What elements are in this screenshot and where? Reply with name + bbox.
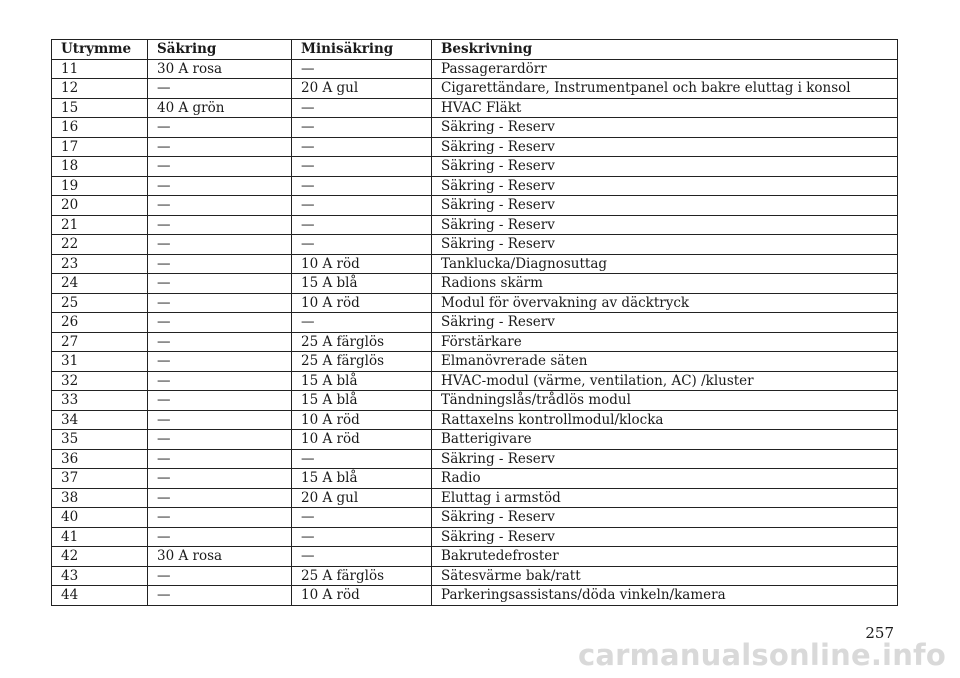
cell-cavity: 17 bbox=[52, 137, 148, 157]
table-row bbox=[52, 508, 898, 528]
cell-fuse: 40 A grön bbox=[148, 98, 292, 118]
table-row bbox=[52, 449, 898, 469]
cell-mini-fuse: — bbox=[292, 215, 432, 235]
cell-mini-fuse: — bbox=[292, 313, 432, 333]
cell-mini-fuse: 25 A färglös bbox=[292, 332, 432, 352]
cell-mini-fuse: — bbox=[292, 547, 432, 567]
cell-description: Cigarettändare, Instrumentpanel och bakre eluttag i konsol bbox=[432, 79, 898, 99]
cell-mini-fuse: — bbox=[292, 508, 432, 528]
cell-fuse: — bbox=[148, 352, 292, 372]
table-row bbox=[52, 371, 898, 391]
cell-cavity: 31 bbox=[52, 352, 148, 372]
cell-description: Säkring - Reserv bbox=[432, 176, 898, 196]
cell-mini-fuse: — bbox=[292, 449, 432, 469]
watermark-logo: carmanualsonline.info bbox=[577, 638, 946, 672]
cell-description: Säkring - Reserv bbox=[432, 137, 898, 157]
table-row bbox=[52, 98, 898, 118]
cell-mini-fuse: 15 A blå bbox=[292, 274, 432, 294]
cell-mini-fuse: — bbox=[292, 157, 432, 177]
cell-fuse: — bbox=[148, 157, 292, 177]
table-row bbox=[52, 332, 898, 352]
cell-fuse: — bbox=[148, 410, 292, 430]
cell-fuse: 30 A rosa bbox=[148, 59, 292, 79]
cell-cavity: 27 bbox=[52, 332, 148, 352]
cell-description: Säkring - Reserv bbox=[432, 313, 898, 333]
cell-description: Bakrutedefroster bbox=[432, 547, 898, 567]
header-description: Beskrivning bbox=[432, 40, 898, 60]
fuse-table-body bbox=[52, 59, 898, 605]
cell-fuse: — bbox=[148, 137, 292, 157]
cell-cavity: 42 bbox=[52, 547, 148, 567]
table-row bbox=[52, 488, 898, 508]
cell-cavity: 18 bbox=[52, 157, 148, 177]
cell-fuse: — bbox=[148, 215, 292, 235]
cell-cavity: 37 bbox=[52, 469, 148, 489]
table-row bbox=[52, 566, 898, 586]
cell-mini-fuse: 25 A färglös bbox=[292, 566, 432, 586]
cell-mini-fuse: 15 A blå bbox=[292, 371, 432, 391]
cell-fuse: — bbox=[148, 274, 292, 294]
cell-mini-fuse: 10 A röd bbox=[292, 586, 432, 606]
table-row bbox=[52, 254, 898, 274]
cell-cavity: 12 bbox=[52, 79, 148, 99]
header-row bbox=[52, 40, 898, 60]
cell-description: Förstärkare bbox=[432, 332, 898, 352]
cell-cavity: 23 bbox=[52, 254, 148, 274]
cell-description: Säkring - Reserv bbox=[432, 157, 898, 177]
cell-description: Säkring - Reserv bbox=[432, 118, 898, 138]
cell-fuse: — bbox=[148, 391, 292, 411]
cell-cavity: 15 bbox=[52, 98, 148, 118]
page-number: 257 bbox=[865, 624, 894, 642]
table-row bbox=[52, 157, 898, 177]
header-mini-fuse: Minisäkring bbox=[292, 40, 432, 60]
cell-fuse: — bbox=[148, 235, 292, 255]
header-fuse: Säkring bbox=[148, 40, 292, 60]
cell-description: Rattaxelns kontrollmodul/klocka bbox=[432, 410, 898, 430]
cell-description: Tändningslås/trådlös modul bbox=[432, 391, 898, 411]
cell-fuse: — bbox=[148, 332, 292, 352]
cell-mini-fuse: 25 A färglös bbox=[292, 352, 432, 372]
table-row bbox=[52, 137, 898, 157]
cell-description: Batterigivare bbox=[432, 430, 898, 450]
table-row bbox=[52, 410, 898, 430]
cell-description: Tanklucka/Diagnosuttag bbox=[432, 254, 898, 274]
cell-description: Säkring - Reserv bbox=[432, 449, 898, 469]
cell-description: Sätesvärme bak/ratt bbox=[432, 566, 898, 586]
cell-fuse: 30 A rosa bbox=[148, 547, 292, 567]
header-cavity: Utrymme bbox=[52, 40, 148, 60]
table-row bbox=[52, 196, 898, 216]
cell-cavity: 43 bbox=[52, 566, 148, 586]
cell-mini-fuse: — bbox=[292, 118, 432, 138]
cell-mini-fuse: — bbox=[292, 59, 432, 79]
table-row bbox=[52, 235, 898, 255]
cell-cavity: 40 bbox=[52, 508, 148, 528]
cell-mini-fuse: 10 A röd bbox=[292, 293, 432, 313]
table-row bbox=[52, 79, 898, 99]
cell-fuse: — bbox=[148, 196, 292, 216]
table-row bbox=[52, 430, 898, 450]
cell-fuse: — bbox=[148, 586, 292, 606]
cell-cavity: 11 bbox=[52, 59, 148, 79]
cell-description: Säkring - Reserv bbox=[432, 196, 898, 216]
cell-fuse: — bbox=[148, 79, 292, 99]
cell-fuse: — bbox=[148, 449, 292, 469]
cell-fuse: — bbox=[148, 118, 292, 138]
cell-mini-fuse: 15 A blå bbox=[292, 391, 432, 411]
table-row bbox=[52, 352, 898, 372]
cell-cavity: 24 bbox=[52, 274, 148, 294]
table-row bbox=[52, 118, 898, 138]
table-row bbox=[52, 586, 898, 606]
cell-description: Säkring - Reserv bbox=[432, 527, 898, 547]
cell-description: Elmanövrerade säten bbox=[432, 352, 898, 372]
cell-description: Säkring - Reserv bbox=[432, 508, 898, 528]
table-row bbox=[52, 527, 898, 547]
cell-description: Eluttag i armstöd bbox=[432, 488, 898, 508]
cell-fuse: — bbox=[148, 293, 292, 313]
cell-description: HVAC Fläkt bbox=[432, 98, 898, 118]
table-row bbox=[52, 547, 898, 567]
cell-fuse: — bbox=[148, 488, 292, 508]
cell-cavity: 19 bbox=[52, 176, 148, 196]
table-row bbox=[52, 176, 898, 196]
cell-cavity: 26 bbox=[52, 313, 148, 333]
table-row bbox=[52, 391, 898, 411]
cell-cavity: 22 bbox=[52, 235, 148, 255]
cell-cavity: 41 bbox=[52, 527, 148, 547]
cell-fuse: — bbox=[148, 430, 292, 450]
cell-cavity: 38 bbox=[52, 488, 148, 508]
cell-description: Säkring - Reserv bbox=[432, 215, 898, 235]
cell-mini-fuse: 10 A röd bbox=[292, 254, 432, 274]
cell-cavity: 44 bbox=[52, 586, 148, 606]
cell-fuse: — bbox=[148, 371, 292, 391]
cell-mini-fuse: — bbox=[292, 235, 432, 255]
cell-mini-fuse: 15 A blå bbox=[292, 469, 432, 489]
cell-cavity: 36 bbox=[52, 449, 148, 469]
cell-cavity: 33 bbox=[52, 391, 148, 411]
cell-description: Passagerardörr bbox=[432, 59, 898, 79]
cell-fuse: — bbox=[148, 469, 292, 489]
cell-fuse: — bbox=[148, 566, 292, 586]
cell-cavity: 20 bbox=[52, 196, 148, 216]
cell-mini-fuse: — bbox=[292, 196, 432, 216]
table-row bbox=[52, 469, 898, 489]
cell-mini-fuse: 20 A gul bbox=[292, 488, 432, 508]
cell-cavity: 21 bbox=[52, 215, 148, 235]
cell-fuse: — bbox=[148, 254, 292, 274]
cell-fuse: — bbox=[148, 176, 292, 196]
fuse-table-header bbox=[52, 40, 898, 60]
cell-description: Parkeringsassistans/döda vinkeln/kamera bbox=[432, 586, 898, 606]
fuse-table bbox=[51, 39, 898, 606]
cell-mini-fuse: — bbox=[292, 176, 432, 196]
cell-mini-fuse: — bbox=[292, 98, 432, 118]
cell-mini-fuse: 20 A gul bbox=[292, 79, 432, 99]
cell-fuse: — bbox=[148, 508, 292, 528]
cell-cavity: 32 bbox=[52, 371, 148, 391]
table-row bbox=[52, 274, 898, 294]
cell-description: HVAC-modul (värme, ventilation, AC) /kluster bbox=[432, 371, 898, 391]
cell-cavity: 16 bbox=[52, 118, 148, 138]
table-row bbox=[52, 293, 898, 313]
cell-mini-fuse: — bbox=[292, 527, 432, 547]
cell-mini-fuse: — bbox=[292, 137, 432, 157]
cell-description: Modul för övervakning av däcktryck bbox=[432, 293, 898, 313]
cell-description: Säkring - Reserv bbox=[432, 235, 898, 255]
cell-description: Radions skärm bbox=[432, 274, 898, 294]
cell-cavity: 25 bbox=[52, 293, 148, 313]
cell-fuse: — bbox=[148, 527, 292, 547]
cell-cavity: 35 bbox=[52, 430, 148, 450]
cell-cavity: 34 bbox=[52, 410, 148, 430]
cell-description: Radio bbox=[432, 469, 898, 489]
table-row bbox=[52, 313, 898, 333]
cell-mini-fuse: 10 A röd bbox=[292, 410, 432, 430]
table-row bbox=[52, 59, 898, 79]
table-row bbox=[52, 215, 898, 235]
cell-mini-fuse: 10 A röd bbox=[292, 430, 432, 450]
cell-fuse: — bbox=[148, 313, 292, 333]
